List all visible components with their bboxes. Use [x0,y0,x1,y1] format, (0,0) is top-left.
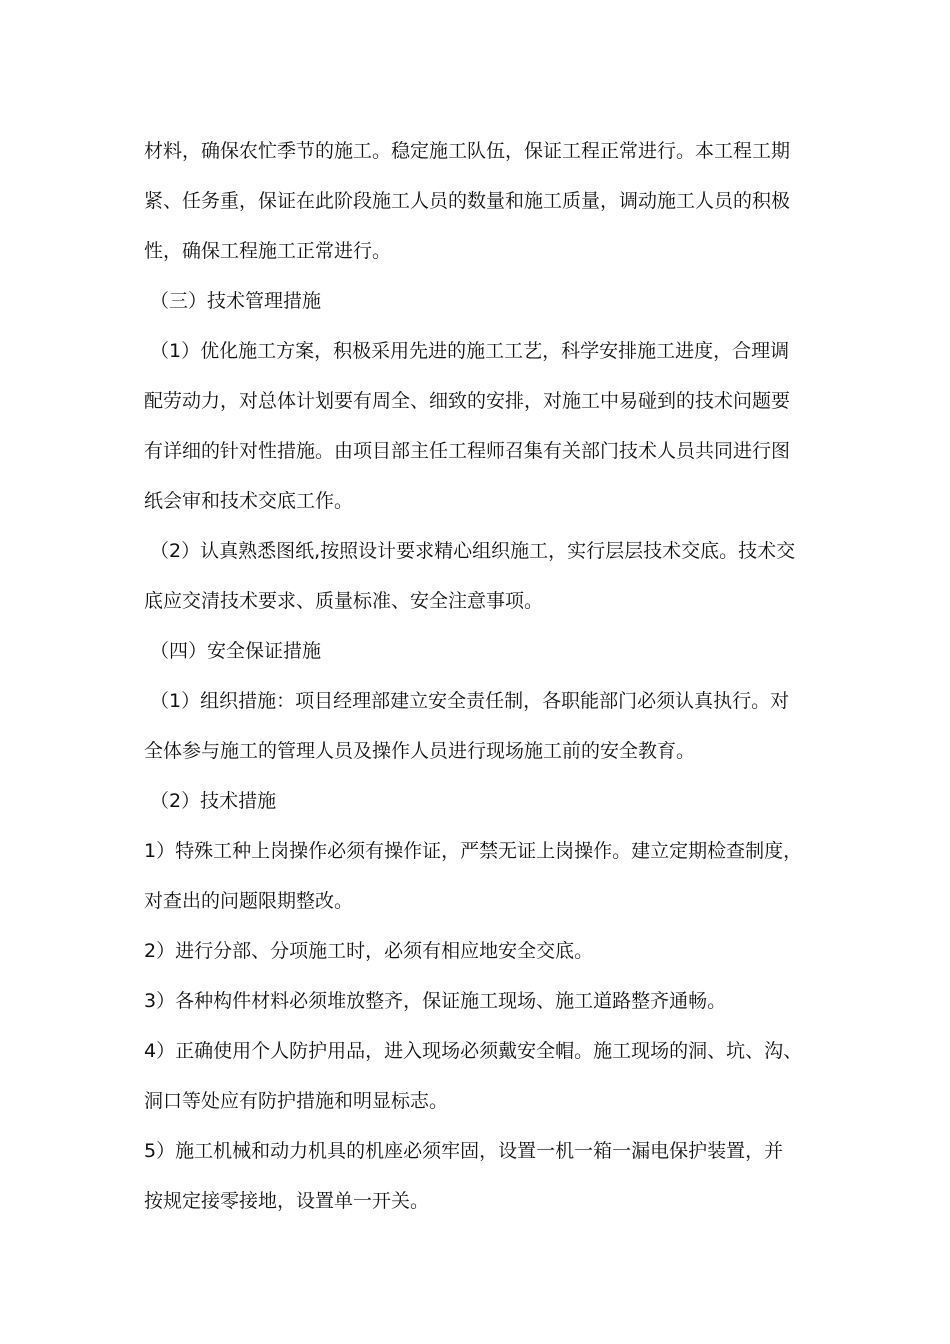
paragraph-line: （1）组织措施：项目经理部建立安全责任制，各职能部门必须认真执行。对 [150,690,790,712]
subsection-heading: （2）技术措施 [150,790,277,812]
paragraph-line: 紧、任务重，保证在此阶段施工人员的数量和施工质量，调动施工人员的积极 [144,190,791,212]
paragraph-line: 材料，确保农忙季节的施工。稳定施工队伍，保证工程正常进行。本工程工期 [144,140,791,162]
list-item-line: 按规定接零接地，设置单一开关。 [144,1190,430,1212]
paragraph-line: 纸会审和技术交底工作。 [144,490,354,512]
paragraph-line: 底应交清技术要求、质量标准、安全注意事项。 [144,590,544,612]
paragraph-line: 配劳动力，对总体计划要有周全、细致的安排，对施工中易碰到的技术问题要 [144,390,791,412]
paragraph-line: （2）认真熟悉图纸,按照设计要求精心组织施工，实行层层技术交底。技术交 [150,540,796,562]
section-heading: （三）技术管理措施 [150,290,322,312]
list-item-line: 对查出的问题限期整改。 [144,890,354,912]
paragraph-line: 全体参与施工的管理人员及操作人员进行现场施工前的安全教育。 [144,740,696,762]
list-item-line: 1）特殊工种上岗操作必须有操作证，严禁无证上岗操作。建立定期检查制度， [144,840,803,862]
list-item-line: 4）正确使用个人防护用品，进入现场必须戴安全帽。施工现场的洞、坑、沟、 [144,1040,803,1062]
list-item-line: 5）施工机械和动力机具的机座必须牢固，设置一机一箱一漏电保护装置，并 [144,1140,784,1162]
paragraph-line: 有详细的针对性措施。由项目部主任工程师召集有关部门技术人员共同进行图 [144,440,791,462]
list-item-line: 3）各种构件材料必须堆放整齐，保证施工现场、施工道路整齐通畅。 [144,990,727,1012]
list-item-line: 2）进行分部、分项施工时，必须有相应地安全交底。 [144,940,594,962]
paragraph-line: （1）优化施工方案，积极采用先进的施工工艺，科学安排施工进度，合理调 [150,340,790,362]
list-item-line: 洞口等处应有防护措施和明显标志。 [144,1090,449,1112]
paragraph-line: 性，确保工程施工正常进行。 [144,240,392,262]
document-body [144,131,824,1231]
section-heading: （四）安全保证措施 [150,640,322,662]
